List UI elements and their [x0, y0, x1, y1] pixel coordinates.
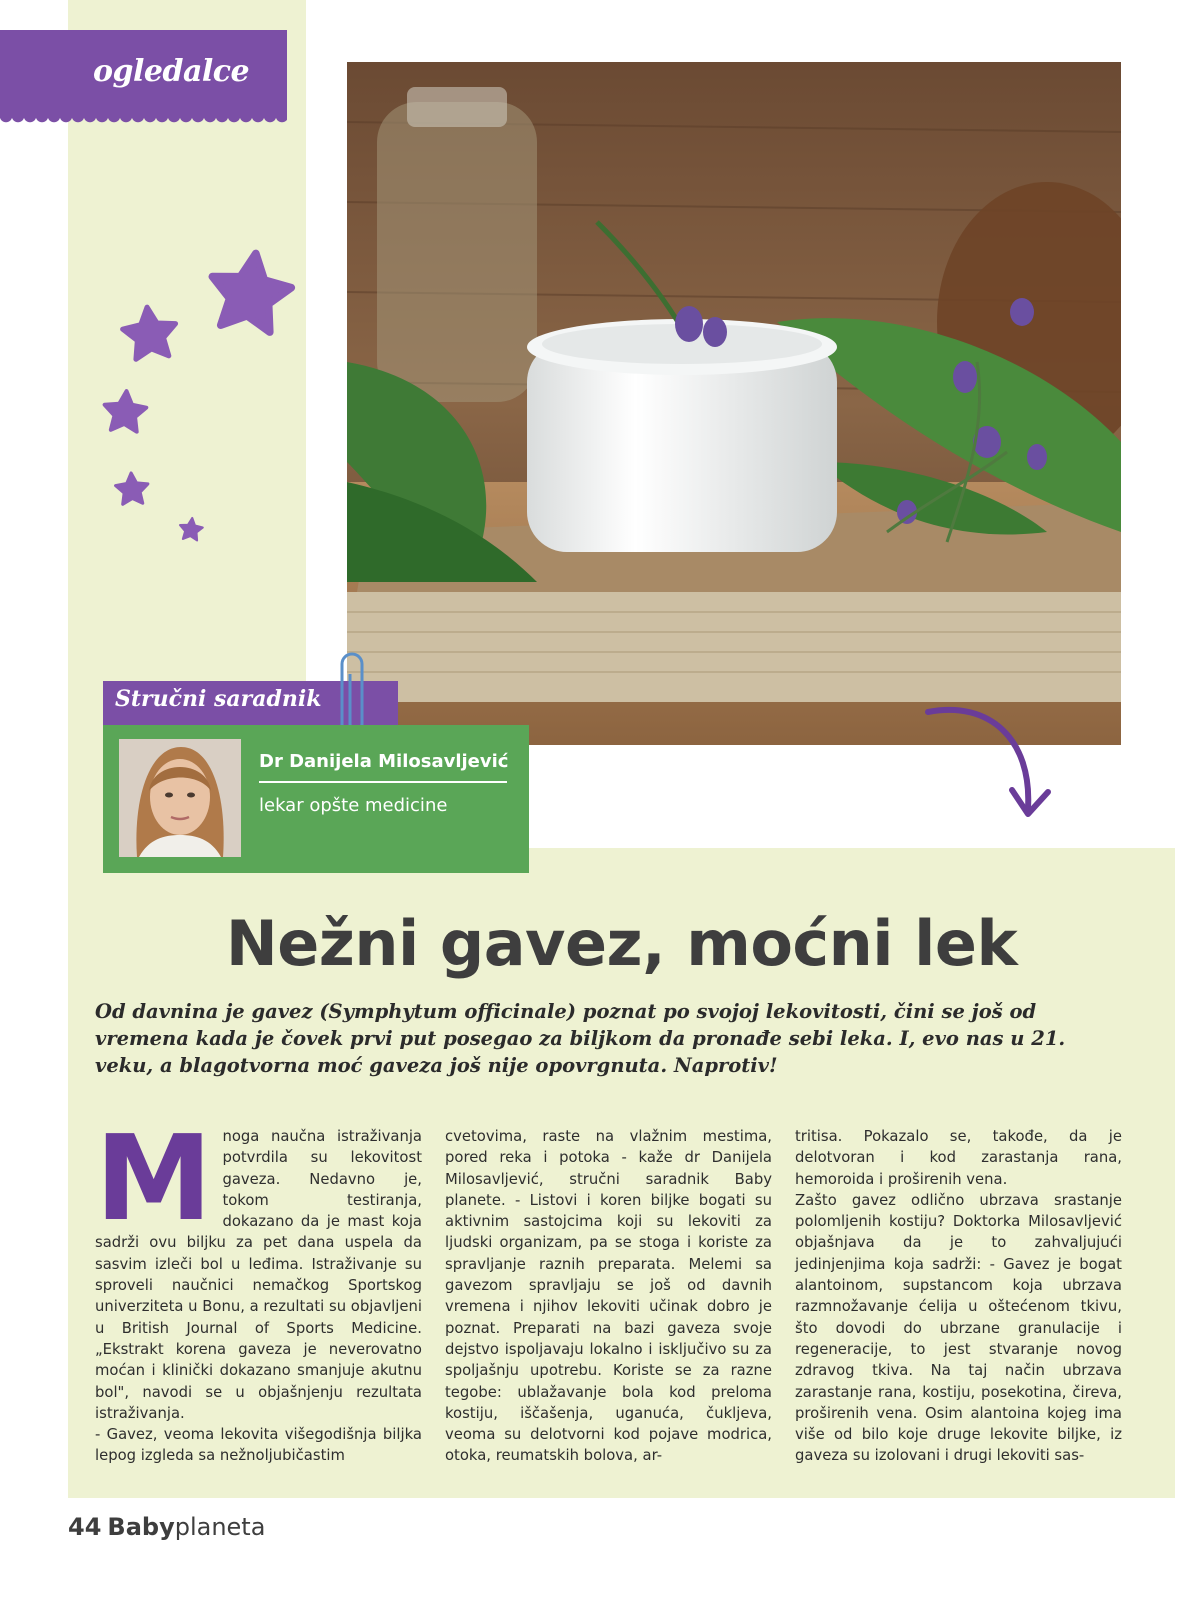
- expert-card: [103, 725, 529, 873]
- article-paragraph: noga naučna istraživanja potvrdila su lekovitost gaveza. Nedavno je, tokom testiranja, dokazano da je mast koja sadrži ovu biljku za pet dana uspela da sasvim izleči bol u leđima. Istraživanje su sproveli naučnici nemačkog Sportskog univerziteta u Bonu, a rezultati su objavljeni u British Journal of Sports Medicine. „Ekstrakt korena gaveza je neverovatno moćan i klinički dokazano smanjuje akutnu bol", navodi se u objašnjenju rezultata istraživanja.: [95, 1128, 422, 1422]
- article-paragraph: Zašto gavez odlično ubrzava srastanje polomljenih kostiju? Doktorka Milosavljević objašnjava da je to zahvaljujući jedinjenjima koja sadrži: - Gavez je bogat alantoinom, supstancom koja ubrzava razmnožavanje ćelija u oštećenom tkivu, što dovodi do ubrzane granulacije i regeneracije, to jest stvaranje novog zdravog tkiva. Na taj način ubrzava zarastanje rana, kostiju, posekotina, čireva, proširenih vena. Osim alantoina kojeg ima više od bilo koje druge lekovite biljke, iz gaveza su izolovani i drugi lekoviti sas-: [795, 1191, 1122, 1465]
- article-paragraph: tritisa. Pokazalo se, takođe, da je delotvoran i kod zarastanja rana, hemoroida i proširenih vena.: [795, 1128, 1122, 1188]
- brand-name-light: planeta: [174, 1513, 266, 1541]
- article-column-1: [95, 1109, 422, 1467]
- expert-avatar: [119, 739, 241, 857]
- expert-role: lekar opšte medicine: [259, 795, 448, 816]
- expert-name: Dr Danijela Milosavljević: [259, 751, 509, 772]
- background-panel-strip: [68, 600, 103, 860]
- article-column-2: [445, 1126, 772, 1467]
- page-footer: [68, 1513, 265, 1541]
- article-paragraph: - Gavez, veoma lekovita višegodišnja biljka lepog izgleda sa nežnoljubičastim: [95, 1426, 422, 1465]
- section-tag: [0, 30, 287, 118]
- page-number: 44: [68, 1513, 102, 1541]
- divider: [259, 781, 507, 783]
- article-lead: Od davnina je gavez (Symphytum officinale) poznat po svojoj lekovitosti, čini se još od vremena kada je čovek prvi put posegao za biljkom da pronađe sebi leka. I, evo nas u 21. veku, a blagotvorna moć gaveza još nije opovrgnuta. Naprotiv!: [95, 1000, 1066, 1077]
- comfrey-ointment-photo: [347, 62, 1121, 745]
- article-column-3: [795, 1126, 1122, 1467]
- curved-arrow-icon: [920, 700, 1070, 830]
- expert-tag-label: Stručni saradnik: [115, 686, 322, 712]
- article-paragraph: cvetovima, raste na vlažnim mestima, pored reka i potoka - kaže dr Danijela Milosavljević, stručni saradnik Baby planete. - Listovi i koren biljke bogati su aktivnim sastojcima koji su lekoviti za ljudski organizam, pa se stoga i koriste za spravljanje raznih preparata. Melemi sa gavezom spravljaju se još od davnih vremena i njihov lekoviti učinak dobro je poznat. Preparati na bazi gaveza svoje dejstvo ispoljavaju lokalno i isključivo su za spoljašnju upotrebu. Koriste se za razne tegobe: ublažavanje bola kod preloma kostiju, iščašenja, uganuća, čukljeva, veoma su delotvorni kod pojave modrica, otoka, reumatskih bolova, ar-: [445, 1128, 772, 1465]
- section-label: ogledalce: [93, 54, 250, 89]
- decorative-stars-icon: [95, 240, 305, 560]
- article-headline: Nežni gavez, moćni lek: [225, 907, 1018, 980]
- drop-cap: M: [95, 1109, 213, 1247]
- brand-name-bold: Baby: [107, 1513, 175, 1541]
